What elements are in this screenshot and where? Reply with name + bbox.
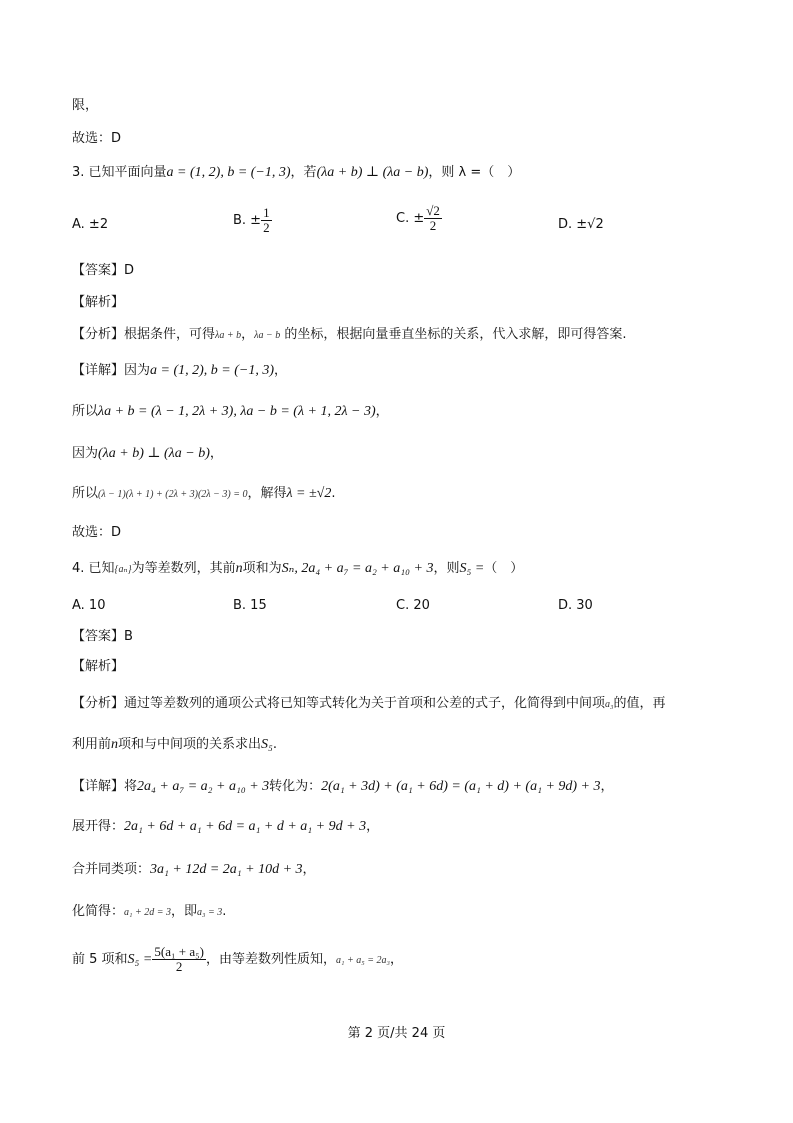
q3-step-1: 所以λa + b = (λ − 1, 2λ + 3), λa − b = (λ + 1, 2λ − 3)， [72, 404, 389, 419]
q3-option-d: D. ±√2 [558, 217, 604, 232]
q3-answer: 【答案】D [72, 263, 135, 278]
q4-step-2: 合并同类项：3a₁ + 12d = 2a₁ + 10d + 3， [72, 862, 316, 877]
q4-step-3: 化简得：a₁ + 2d = 3，即a₃ = 3. [72, 904, 227, 919]
q4-analysis-1: 【分析】通过等差数列的通项公式将已知等式转化为关于首项和公差的式子，化简得到中间项a₃的值，再 [72, 696, 666, 711]
q3-detail: 【详解】因为a = (1, 2), b = (−1, 3)， [72, 363, 288, 378]
q4-step-1: 展开得：2a₁ + 6d + a₁ + 6d = a₁ + d + a₁ + 9d + 3， [72, 819, 380, 834]
q4-step-4: 前 5 项和S₅ = $\frac{\text{5(a₁ + a₅)}}{2}$ ，由等差数列性质知，a₁ + a₅ = 2a₃， [72, 944, 403, 974]
q4-answer: 【答案】B [72, 629, 133, 644]
q3-step-3: 所以(λ − 1)(λ + 1) + (2λ + 3)(2λ − 3) = 0，解得λ = ±√2. [72, 486, 336, 501]
q3-option-a: A. ±2 [72, 217, 109, 232]
text-line: 故选：D [72, 131, 122, 146]
q4-analysis-2: 利用前n项和与中间项的关系求出S₅. [72, 737, 278, 752]
q3-option-c: C. ± $\frac{√2}{2}$ [396, 203, 440, 233]
q4-detail: 【详解】将2a₄ + a₇ = a₂ + a₁₀ + 3转化为：2(a₁ + 3d) + (a₁ + 6d) = (a₁ + d) + (a₁ + 9d) + 3， [72, 779, 614, 794]
page-footer: 第 2 页/共 24 页 [347, 1026, 446, 1041]
question-3: 3. 已知平面向量a = (1, 2), b = (−1, 3)，若(λa + b) ⊥ (λa − b)，则 λ =（ ） [72, 165, 521, 180]
text-line: 限， [72, 98, 99, 113]
q4-option-d: D. 30 [558, 598, 593, 613]
q3-step-2: 因为(λa + b) ⊥ (λa − b)， [72, 446, 223, 461]
q4-option-a: A. 10 [72, 598, 106, 613]
q3-jiexi: 【解析】 [72, 295, 125, 310]
q3-end: 故选：D [72, 525, 122, 540]
q4-option-b: B. 15 [233, 598, 267, 613]
q4-option-c: C. 20 [396, 598, 430, 613]
q4-jiexi: 【解析】 [72, 659, 125, 674]
question-4: 4. 已知{aₙ}为等差数列，其前n项和为Sₙ, 2a₄ + a₇ = a₂ + a₁₀ + 3，则S₅ =（ ） [72, 561, 524, 576]
q3-option-b: B. ± $\frac{1}{2}$ [233, 205, 270, 235]
q3-analysis: 【分析】根据条件，可得λa + b，λa − b 的坐标，根据向量垂直坐标的关系，代入求解，即可得答案. [72, 327, 627, 342]
